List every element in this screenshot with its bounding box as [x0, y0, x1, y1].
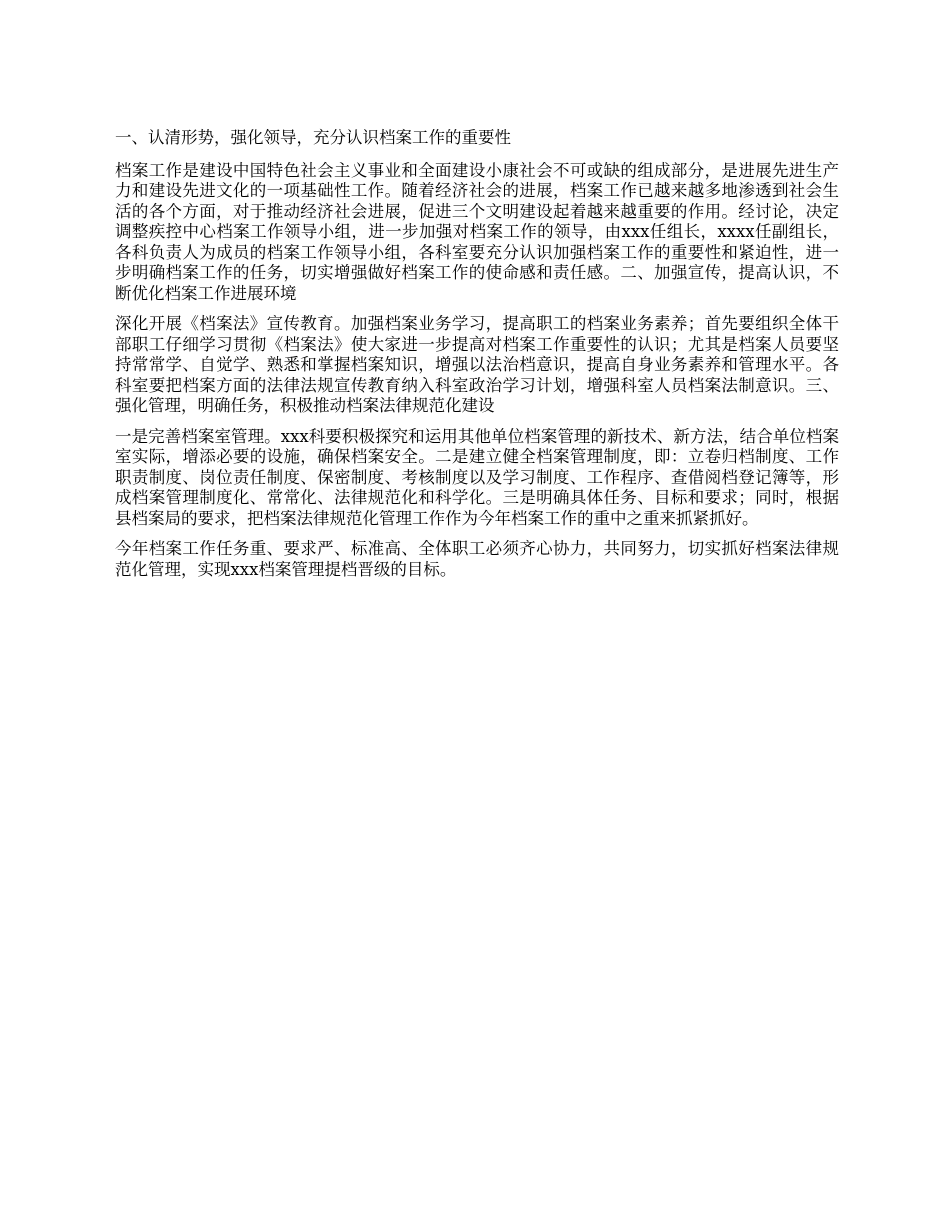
paragraph-2: 深化开展《档案法》宣传教育。加强档案业务学习，提高职工的档案业务素养；首先要组织全体干部职工仔细学习贯彻《档案法》使大家进一步提高对档案工作重要性的认识；尤其是档案人员要坚持常常学、自觉学、熟悉和掌握档案知识，增强以法治档意识，提高自身业务素养和管理水平。各科室要把档案方面的法律法规宣传教育纳入科室政治学习计划，增强科室人员档案法制意识。三、强化管理，明确任务，积极推动档案法律规范化建设: [115, 314, 839, 415]
paragraph-1: 档案工作是建设中国特色社会主义事业和全面建设小康社会不可或缺的组成部分，是进展先进生产力和建设先进文化的一项基础性工作。随着经济社会的进展，档案工作已越来越多地渗透到社会生活的各个方面，对于推动经济社会进展，促进三个文明建设起着越来越重要的作用。经讨论，决定调整疾控中心档案工作领导小组，进一步加强对档案工作的领导，由xxx任组长，xxxx任副组长，各科负责人为成员的档案工作领导小组，各科室要充分认识加强档案工作的重要性和紧迫性，进一步明确档案工作的任务，切实增强做好档案工作的使命感和责任感。二、加强宣传，提高认识，不断优化档案工作进展环境: [115, 160, 839, 303]
document-body: [115, 128, 839, 590]
section-heading: 一、认清形势，强化领导，充分认识档案工作的重要性: [115, 128, 511, 147]
paragraph-3: 一是完善档案室管理。xxx科要积极探究和运用其他单位档案管理的新技术、新方法，结合单位档案室实际，增添必要的设施，确保档案安全。二是建立健全档案管理制度，即：立卷归档制度、工作职责制度、岗位责任制度、保密制度、考核制度以及学习制度、工作程序、查借阅档登记簿等，形成档案管理制度化、常常化、法律规范化和科学化。三是明确具体任务、目标和要求；同时，根据县档案局的要求，把档案法律规范化管理工作作为今年档案工作的重中之重来抓紧抓好。: [115, 426, 839, 528]
paragraph-4: 今年档案工作任务重、要求严、标准高、全体职工必须齐心协力，共同努力，切实抓好档案法律规范化管理，实现xxx档案管理提档晋级的目标。: [115, 539, 839, 579]
